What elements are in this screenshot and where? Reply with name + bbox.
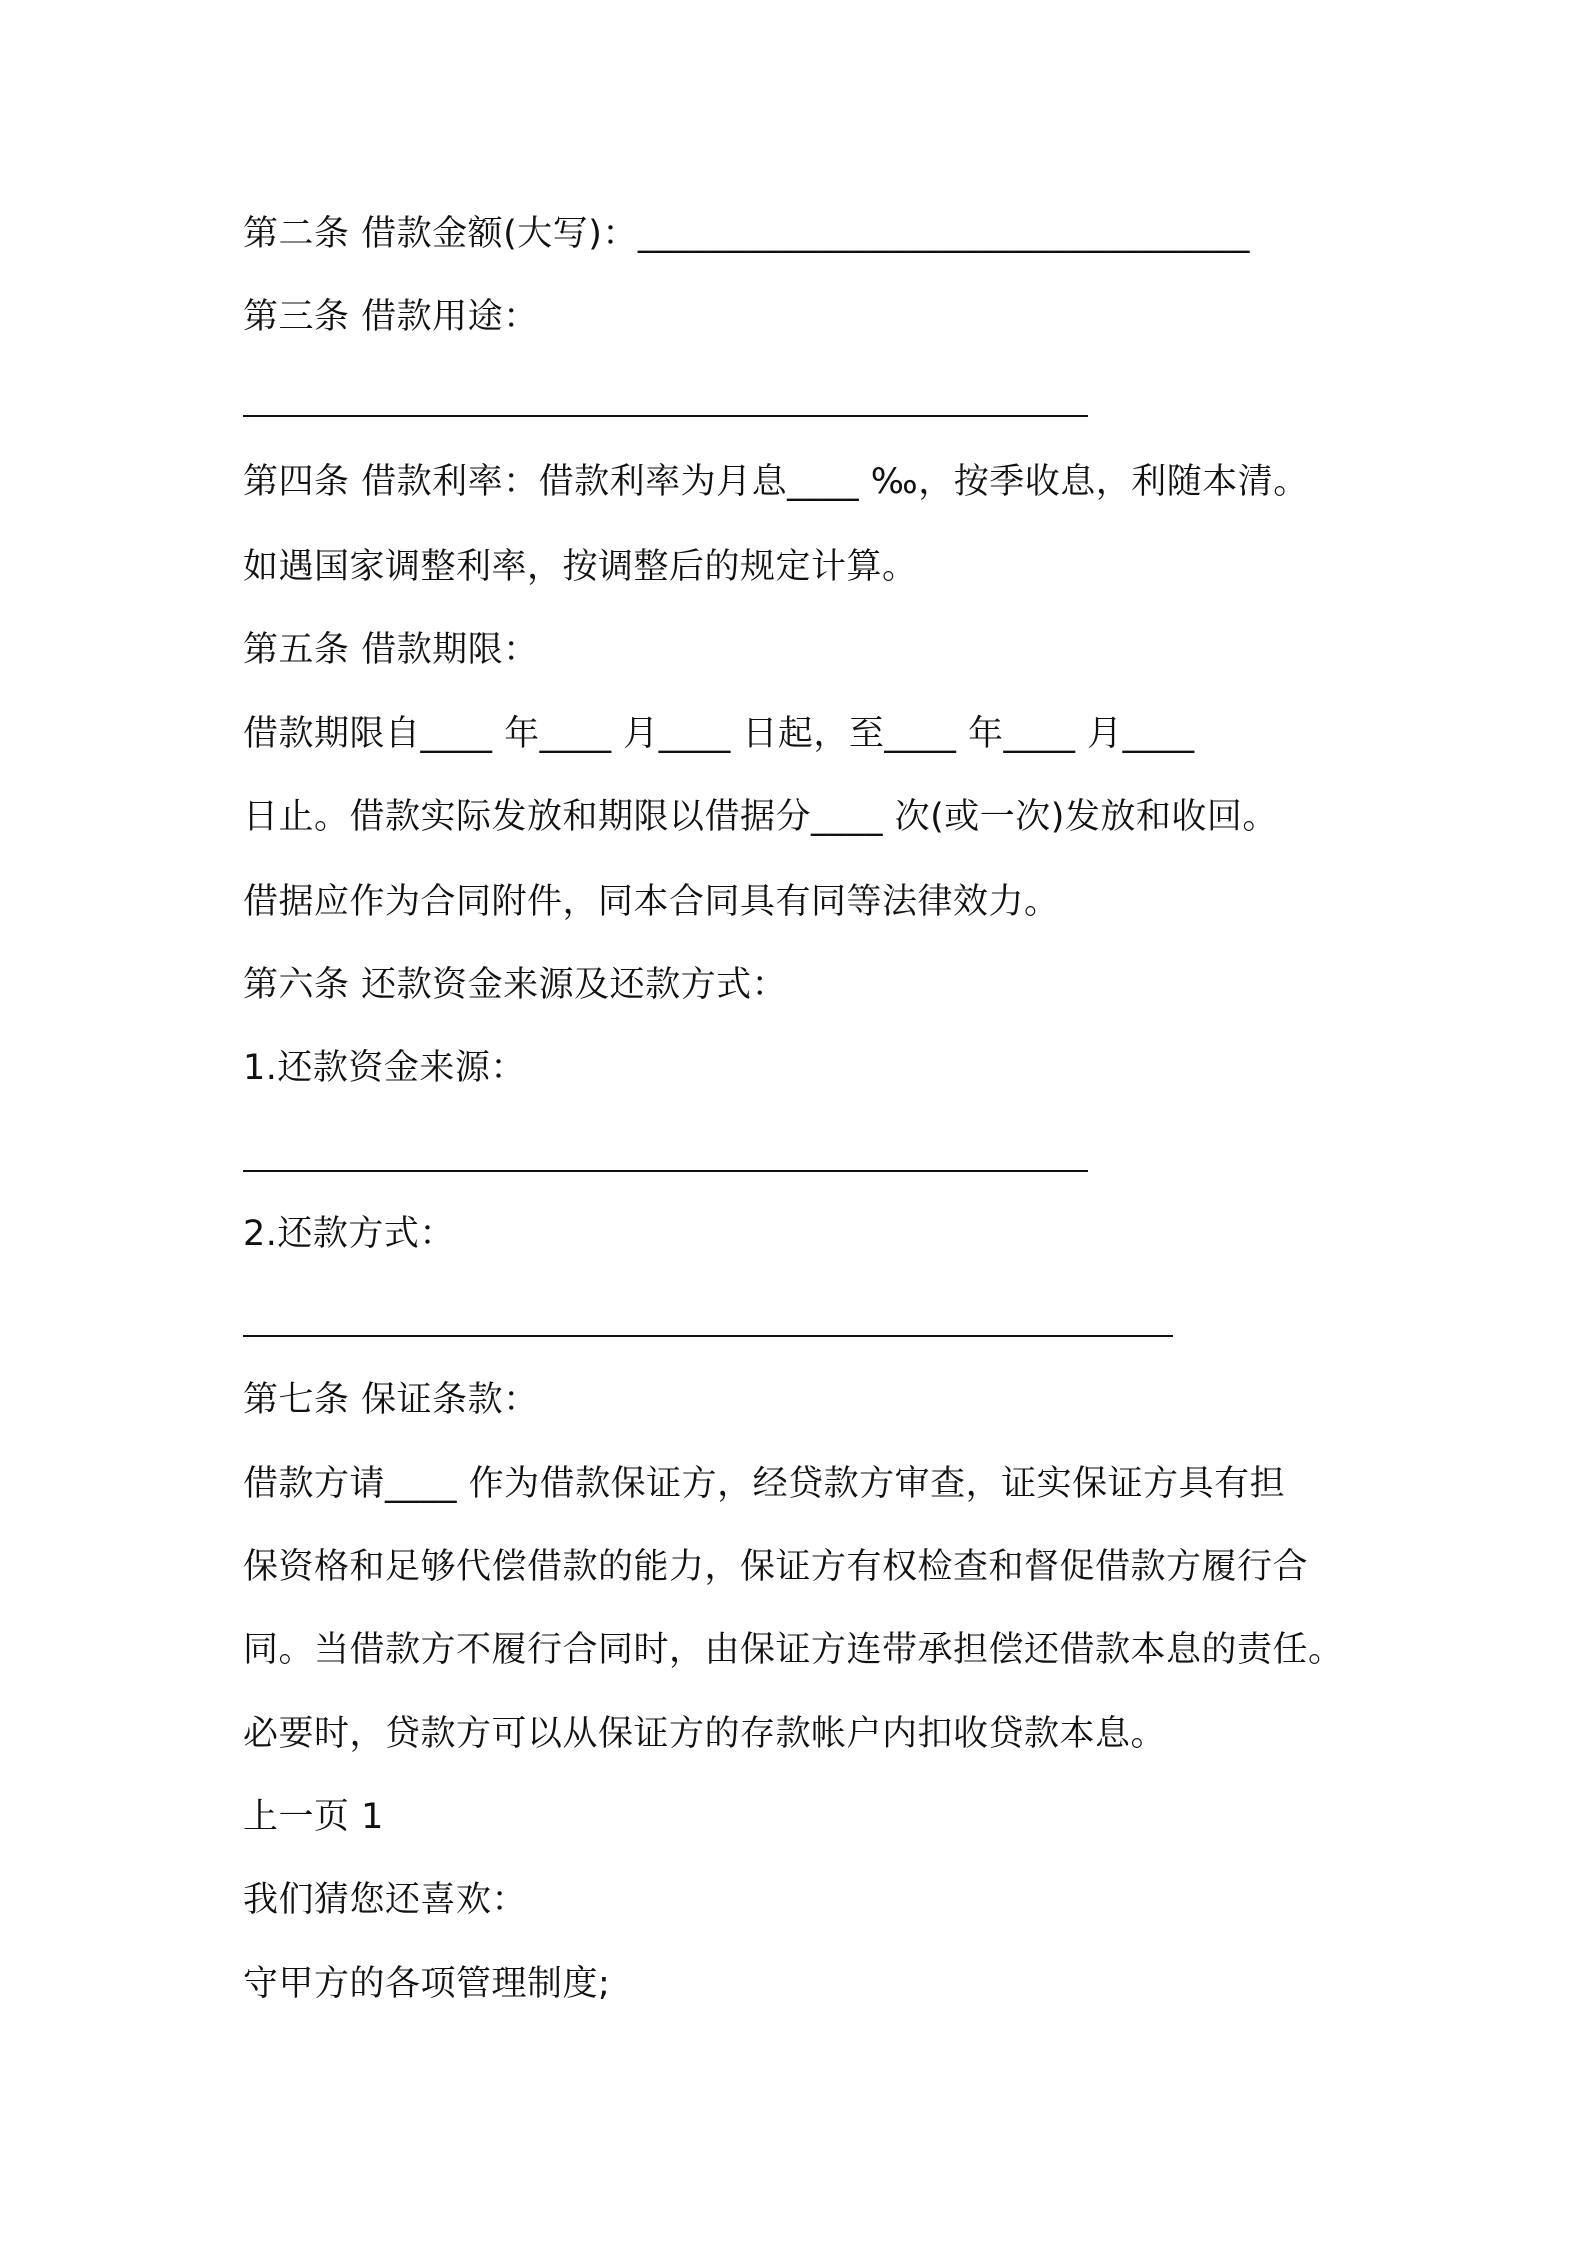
previous-page-link[interactable]: 上一页 1: [243, 1797, 384, 1837]
related-article-link[interactable]: 守甲方的各项管理制度;: [243, 1964, 611, 2004]
blank-line-loan-purpose: [243, 415, 1088, 417]
article-4-interest-rate: 第四条 借款利率：借款利率为月息____ ‰，按季收息，利随本清。: [243, 462, 1309, 502]
article-7-guarantee-line-1: 借款方请____ 作为借款保证方，经贷款方审查，证实保证方具有担: [243, 1464, 1286, 1504]
article-5-term-period: 借款期限自____ 年____ 月____ 日起，至____ 年____ 月____: [243, 714, 1195, 754]
article-7-guarantee-line-2: 保资格和足够代偿借款的能力，保证方有权检查和督促借款方履行合: [243, 1547, 1309, 1587]
article-6-repayment: 第六条 还款资金来源及还款方式：: [243, 965, 788, 1005]
blank-line-repayment-method: [243, 1335, 1173, 1337]
article-2-loan-amount: 第二条 借款金额(大写)：__________________________________: [243, 214, 1250, 254]
article-4-rate-adjustment: 如遇国家调整利率，按调整后的规定计算。: [243, 547, 918, 587]
article-3-loan-purpose: 第三条 借款用途：: [243, 297, 539, 337]
article-6-repayment-method: 2.还款方式：: [243, 1214, 455, 1254]
article-5-loan-term: 第五条 借款期限：: [243, 630, 539, 670]
you-may-like-heading: 我们猜您还喜欢：: [243, 1880, 528, 1920]
blank-line-funding-source: [243, 1170, 1088, 1172]
article-7-guarantee: 第七条 保证条款：: [243, 1380, 539, 1420]
article-6-funding-source: 1.还款资金来源：: [243, 1048, 526, 1088]
article-7-guarantee-line-3: 同。当借款方不履行合同时，由保证方连带承担偿还借款本息的责任。: [243, 1630, 1344, 1670]
article-5-disbursement: 日止。借款实际发放和期限以借据分____ 次(或一次)发放和收回。: [243, 797, 1278, 837]
article-5-receipt-validity: 借据应作为合同附件，同本合同具有同等法律效力。: [243, 882, 1060, 922]
article-7-guarantee-line-4: 必要时，贷款方可以从保证方的存款帐户内扣收贷款本息。: [243, 1714, 1167, 1754]
